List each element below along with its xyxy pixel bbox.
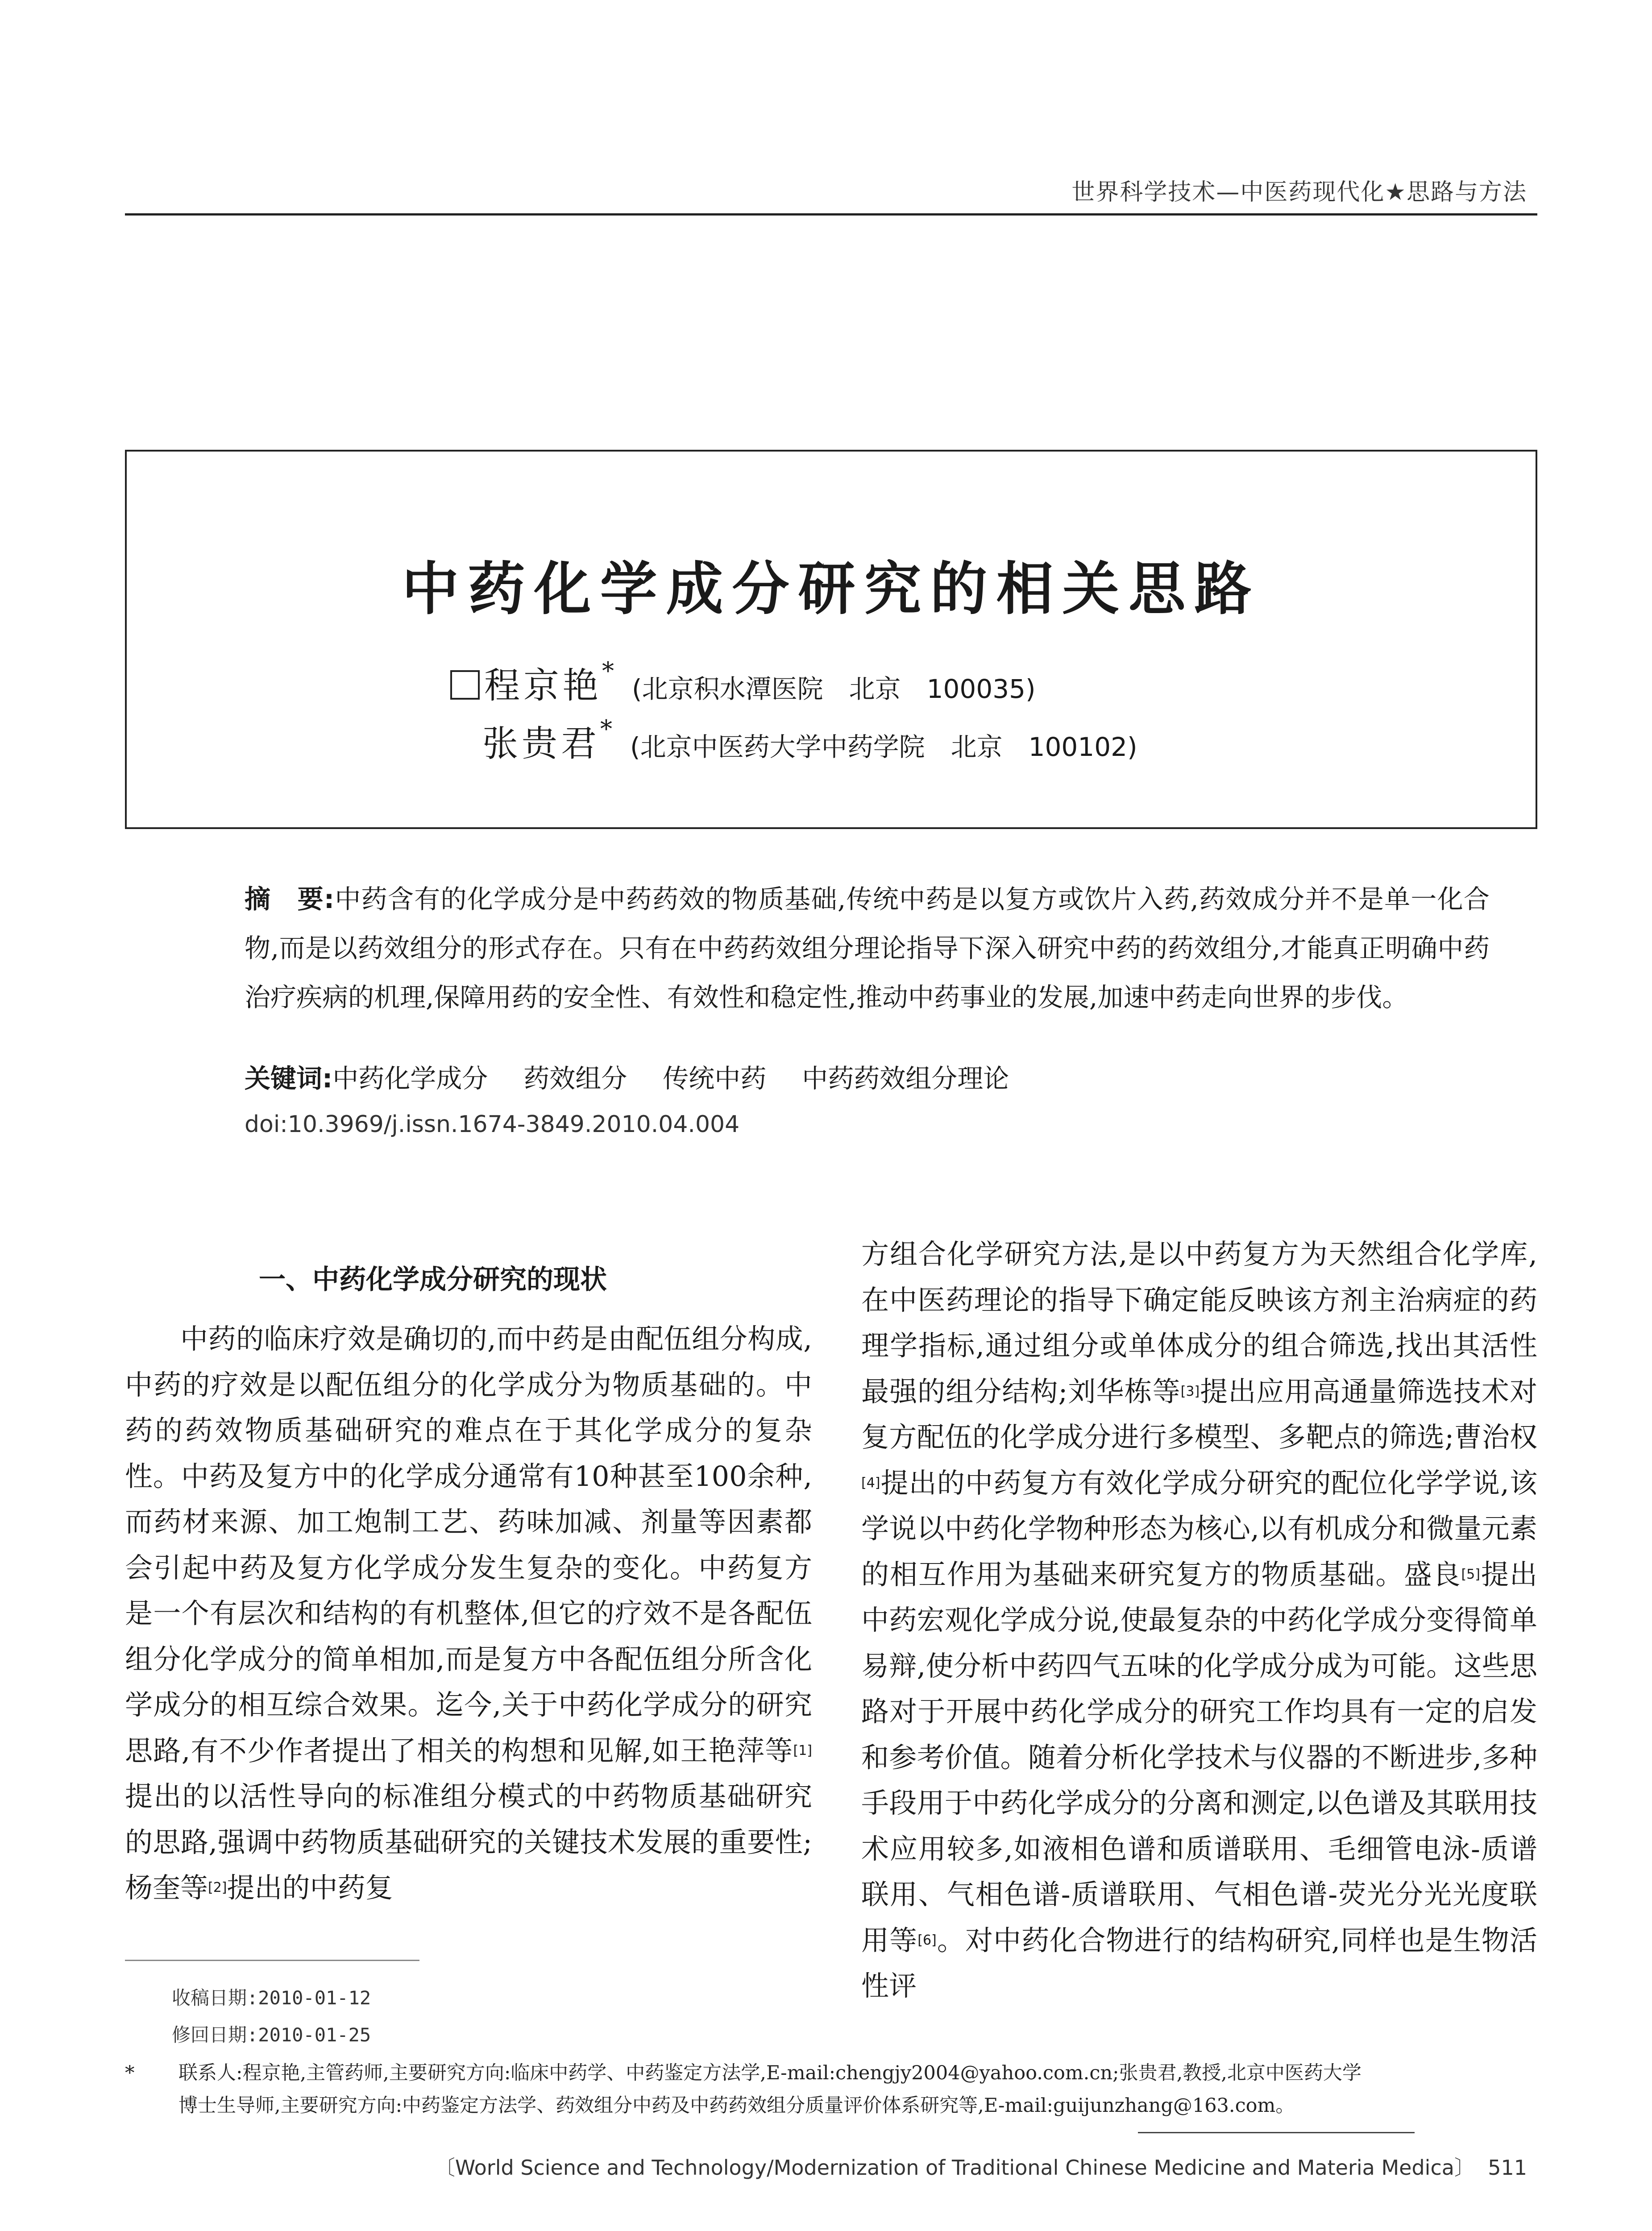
received-date: 收稿日期:2010-01-12 — [172, 1987, 371, 2009]
citation-ref: [4] — [861, 1475, 880, 1491]
citation-ref: [1] — [793, 1742, 812, 1758]
body-column-left: 中药的临床疗效是确切的,而中药是由配伍组分构成,中药的疗效是以配伍组分的化学成分为物质基础的。中药的药效物质基础研究的难点在于其化学成分的复杂性。中药及复方中的化学成分通常有10种甚至100余种,而药材来源、加工炮制工艺、药味加减、剂量等因素都会引起中药及复方化学成分发生复杂的变化。中药复方是一个有层次和结构的有机整体,但它的疗效不是各配伍组分化学成分的简单相加,而是复方中各配伍组分所含化学成分的相互综合效果。迄今,关于中药化学成分的研究思路,有不少作者提出了相关的构想和见解,如王艳萍等[1]提出的以活性导向的标准组分模式的中药物质基础研究的思路,强调中药物质基础研究的关键技术发展的重要性;杨奎等[2]提出的中药复 — [125, 1323, 812, 1904]
author-2-affiliation: (北京中医药大学中药学院 北京 100102) — [630, 732, 1137, 762]
journal-footer — [435, 2152, 1527, 2181]
running-header: 世界科学技术—中医药现代化★思路与方法 — [1071, 179, 1527, 206]
keyword: 中药化学成分 — [332, 1063, 488, 1094]
footnote-end-rule — [1138, 2132, 1415, 2133]
author-1-affiliation: (北京积水潭医院 北京 100035) — [632, 674, 1036, 704]
author-2: 张贵君*(北京中医药大学中药学院 北京 100102) — [482, 715, 1137, 764]
doi: doi:10.3969/j.issn.1674-3849.2010.04.004 — [245, 1111, 740, 1138]
journal-name: 〔World Science and Technology/Modernization of Traditional Chinese Medicine and Materia Medica〕 — [434, 2156, 1475, 2180]
section-heading: 一、中药化学成分研究的现状 — [259, 1264, 607, 1295]
author-1-name: 程京艳 — [484, 665, 602, 706]
citation-ref: [5] — [1461, 1566, 1480, 1582]
page-number: 511 — [1488, 2156, 1527, 2180]
abstract — [245, 875, 1490, 1022]
footnote-rule — [125, 1960, 419, 1961]
contact-footnote: * 联系人:程京艳,主管药师,主要研究方向:临床中药学、中药鉴定方法学,E-mail:chengjy2004@yahoo.com.cn;张贵君,教授,北京中医药大学 博士生导师,主要研究方向:中药鉴定方法学、药效组分中药及中药药效组分质量评价体系研究等,E-mail:guijunzhang@163.com。 — [125, 2057, 1537, 2122]
revised-date: 修回日期:2010-01-25 — [172, 2024, 371, 2046]
keyword: 中药药效组分理论 — [802, 1063, 1009, 1094]
abstract-label: 摘 要: — [245, 884, 335, 914]
title-box — [125, 450, 1537, 829]
keyword: 药效组分 — [523, 1063, 627, 1094]
citation-ref: [3] — [1180, 1383, 1200, 1399]
body-column-right: 方组合化学研究方法,是以中药复方为天然组合化学库,在中医药理论的指导下确定能反映该方剂主治病症的药理学指标,通过组分或单体成分的组合筛选,找出其活性最强的组分结构;刘华栋等[3]提出应用高通量筛选技术对复方配伍的化学成分进行多模型、多靶点的筛选;曹治权[4]提出的中药复方有效化学成分研究的配位化学学说,该学说以中药化学物种形态为核心,以有机成分和微量元素的相互作用为基础来研究复方的物质基础。盛良[5]提出中药宏观化学成分说,使最复杂的中药化学成分变得简单易辩,使分析中药四气五味的化学成分成为可能。这些思路对于开展中药化学成分的研究工作均具有一定的启发和参考价值。随着分析化学技术与仪器的不断进步,多种手段用于中药化学成分的分离和测定,以色谱及其联用技术应用较多,如液相色谱和质谱联用、毛细管电泳-质谱联用、气相色谱-质谱联用、气相色谱-荧光分光光度联用等[6]。对中药化合物进行的结构研究,同样也是生物活性评 — [861, 1238, 1537, 2002]
citation-ref: [6] — [917, 1932, 937, 1948]
asterisk-mark: * — [125, 2062, 135, 2084]
author-2-name: 张贵君 — [482, 723, 600, 764]
square-box-icon — [450, 670, 480, 700]
abstract-text: 中药含有的化学成分是中药药效的物质基础,传统中药是以复方或饮片入药,药效成分并不是单一化合物,而是以药效组分的形式存在。只有在中药药效组分理论指导下深入研究中药的药效组分,才能真正明确中药治疗疾病的机理,保障用药的安全性、有效性和稳定性,推动中药事业的发展,加速中药走向世界的步伐。 — [245, 884, 1490, 1012]
citation-ref: [2] — [208, 1880, 227, 1895]
keywords-label: 关键词: — [245, 1063, 333, 1094]
keywords — [245, 1057, 1045, 1095]
keyword: 传统中药 — [663, 1063, 767, 1094]
header-rule — [125, 213, 1537, 216]
author-1: 程京艳*(北京积水潭医院 北京 100035) — [450, 657, 1036, 708]
article-title: 中药化学成分研究的相关思路 — [402, 556, 1261, 622]
